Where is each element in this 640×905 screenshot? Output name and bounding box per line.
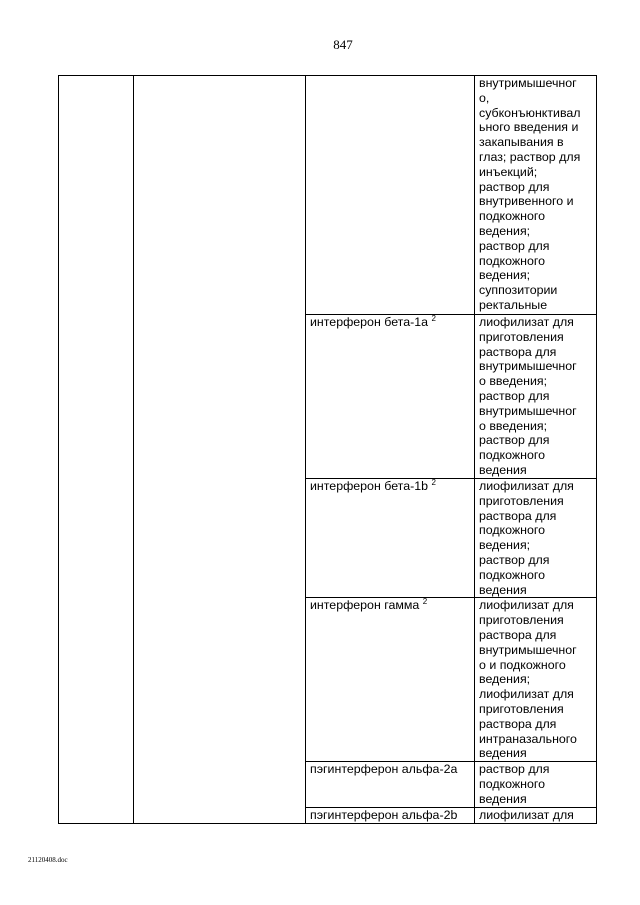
footnote-marker: 2 <box>431 478 436 487</box>
drug-name: интерферон бета-1b <box>310 479 429 493</box>
dosage-form-cell: внутримышечног о, субконъюнктивал ьного введения и закапывания в глаз; раствор для инъекций; раствор для внутривенного и подкожного ведения; раствор для подкожного ведения; суппозитории ректальные <box>475 76 597 315</box>
dosage-form-cell: раствор для подкожного ведения <box>475 762 597 807</box>
atc-group-cell <box>134 76 306 824</box>
drug-name-cell <box>306 315 475 479</box>
drug-table <box>58 75 597 824</box>
drug-name: интерферон гамма <box>310 598 420 613</box>
page-number: 847 <box>333 37 353 52</box>
drug-name-cell <box>306 598 475 762</box>
drug-name-cell <box>306 76 475 315</box>
atc-code-cell <box>59 76 134 824</box>
table-row <box>59 76 597 315</box>
drug-name-cell <box>306 479 475 598</box>
footnote-marker: 2 <box>422 597 428 607</box>
dosage-form-cell: лиофилизат для приготовления раствора для внутримышечног о и подкожного ведения; лиофилизат для приготовления раствора для интраназального ведения <box>475 598 597 762</box>
dosage-form-cell: лиофилизат для приготовления раствора для внутримышечног о введения; раствор для внутримышечног о введения; раствор для подкожного ведения <box>475 315 597 479</box>
drug-name-cell <box>306 807 475 823</box>
dosage-form-cell: лиофилизат для приготовления раствора для подкожного ведения; раствор для подкожного ведения <box>475 479 597 598</box>
drug-name: пэгинтерферон альфа-2a <box>310 762 458 777</box>
drug-name-cell <box>306 762 475 807</box>
footnote-marker: 2 <box>431 314 436 323</box>
footer-file-code: 21120408.doc <box>28 856 68 864</box>
drug-name: пэгинтерферон альфа-2b <box>310 807 458 822</box>
drug-name: интерферон бета-1a <box>310 315 429 329</box>
dosage-form-cell: лиофилизат для <box>475 807 597 823</box>
